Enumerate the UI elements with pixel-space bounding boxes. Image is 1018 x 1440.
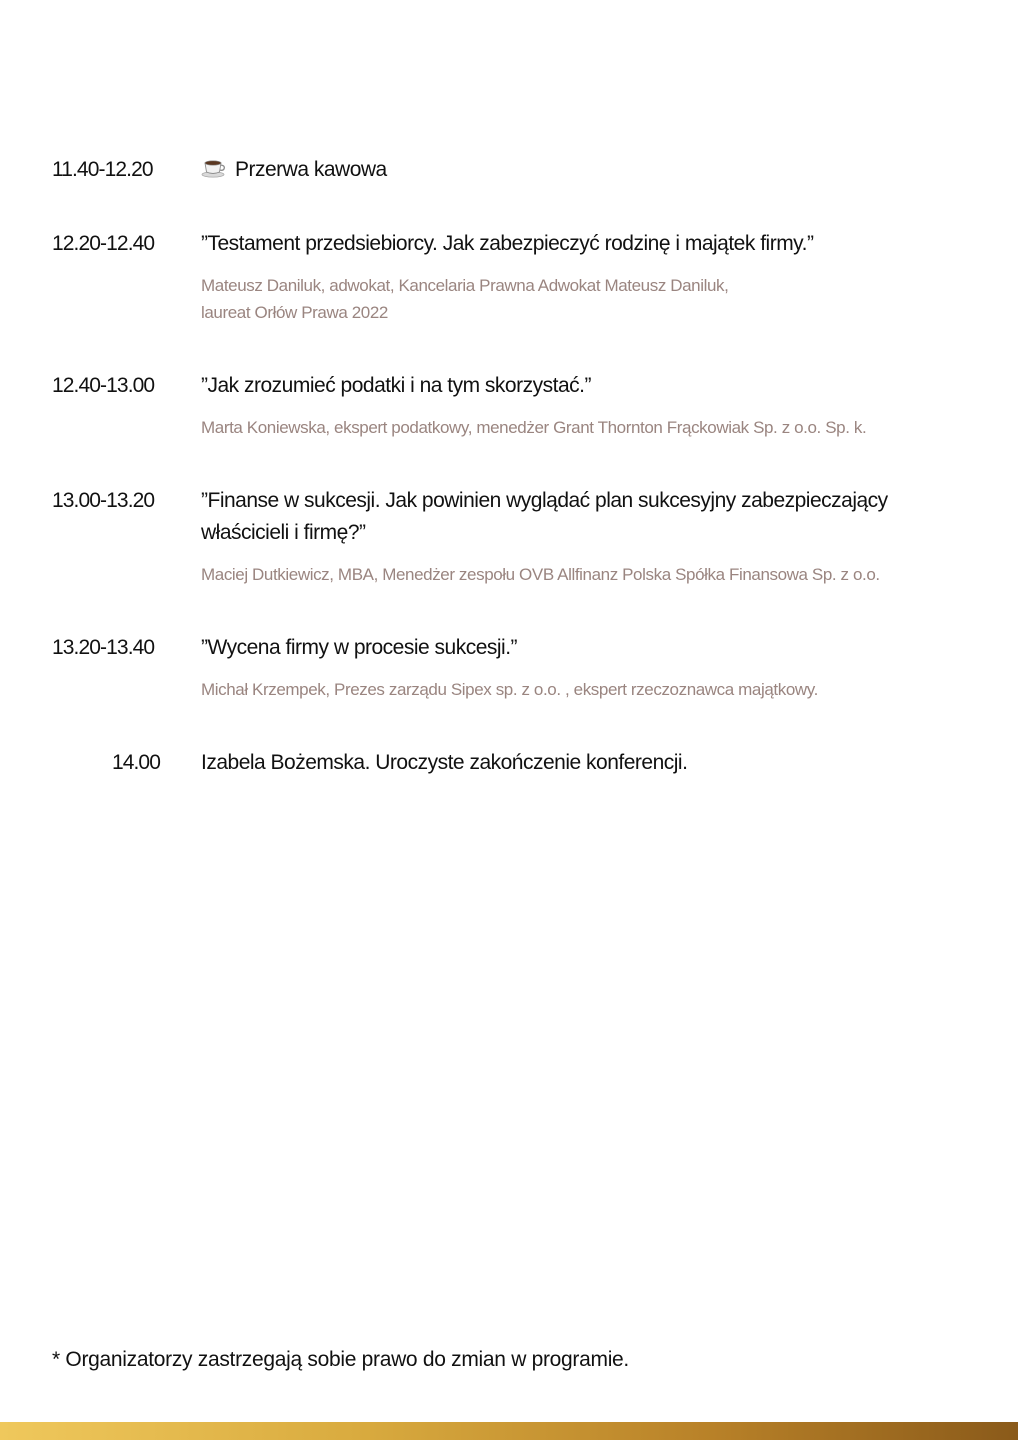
agenda-speaker — [201, 561, 981, 588]
agenda-time: 12.20-12.40 — [52, 232, 155, 255]
coffee-cup-icon — [201, 156, 227, 178]
agenda-content — [201, 485, 981, 588]
agenda-title-line: właścicieli i firmę?” — [201, 521, 366, 544]
agenda-speaker — [201, 414, 981, 441]
agenda-content — [201, 747, 981, 779]
agenda-speaker-line: Marta Koniewska, ekspert podatkowy, menedżer Grant Thornton Frąckowiak Sp. z o.o. Sp. k. — [201, 418, 867, 437]
agenda-time: 13.20-13.40 — [52, 636, 155, 659]
footnote: * Organizatorzy zastrzegają sobie prawo do zmian w programie. — [52, 1348, 629, 1371]
agenda-content — [201, 370, 981, 441]
agenda-speaker-line: Michał Krzempek, Prezes zarządu Sipex sp. z o.o. , ekspert rzeczoznawca majątkowy. — [201, 680, 818, 699]
agenda-title: ”Jak zrozumieć podatki i na tym skorzystać.” — [201, 374, 591, 397]
agenda-content — [201, 154, 981, 186]
gold-footer-bar — [0, 1422, 1018, 1440]
agenda-title: ”Testament przedsiebiorcy. Jak zabezpieczyć rodzinę i majątek firmy.” — [201, 232, 814, 255]
agenda-title-line: ”Finanse w sukcesji. Jak powinien wyglądać plan sukcesyjny zabezpieczający — [201, 489, 888, 512]
agenda-time: 12.40-13.00 — [52, 374, 155, 397]
agenda-title-text: Przerwa kawowa — [235, 158, 387, 181]
agenda-time: 11.40-12.20 — [52, 158, 153, 181]
agenda-content — [201, 632, 981, 703]
agenda-title: ”Wycena firmy w procesie sukcesji.” — [201, 636, 518, 659]
agenda-speaker-line: laureat Orłów Prawa 2022 — [201, 303, 388, 322]
agenda-speaker-line: Mateusz Daniluk, adwokat, Kancelaria Prawna Adwokat Mateusz Daniluk, — [201, 276, 729, 295]
agenda-title — [201, 485, 981, 549]
agenda-speaker — [201, 676, 981, 703]
agenda-time: 13.00-13.20 — [52, 489, 155, 512]
agenda-speaker — [201, 272, 981, 326]
agenda-title: Izabela Bożemska. Uroczyste zakończenie konferencji. — [201, 751, 688, 774]
agenda-title — [201, 154, 981, 186]
agenda-time: 14.00 — [111, 751, 160, 774]
agenda-content — [201, 228, 981, 326]
agenda-speaker-line: Maciej Dutkiewicz, MBA, Menedżer zespołu OVB Allfinanz Polska Spółka Finansowa Sp. z o.o. — [201, 565, 880, 584]
